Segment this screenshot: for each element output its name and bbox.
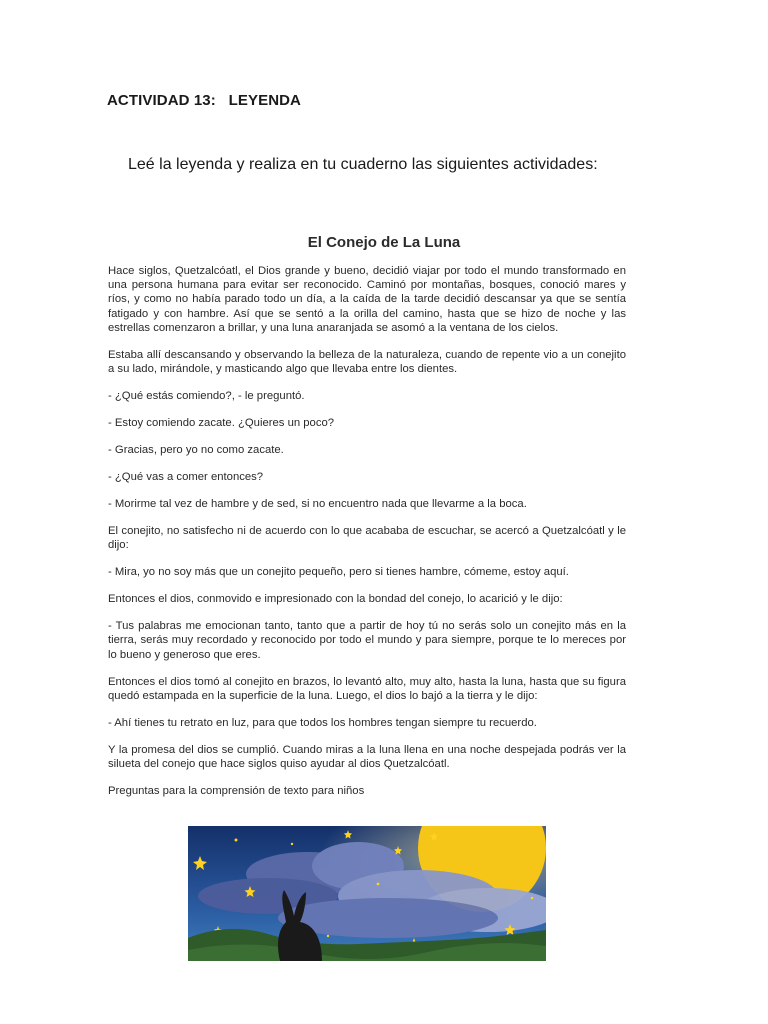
story-paragraph: Entonces el dios, conmovido e impresionado con la bondad del conejo, lo acarició y le dijo: [108,593,563,606]
dialogue-line: - ¿Qué vas a comer entonces? [108,471,264,484]
moon-rabbit-illustration [188,826,546,961]
dialogue-line: - Gracias, pero yo no como zacate. [108,444,284,457]
story-title: El Conejo de La Luna [307,234,461,251]
story-paragraph: Y la promesa del dios se cumplió. Cuando miras a la luna llena en una noche despejada podrás ver la silueta del conejo que hace siglos quiso ayudar al dios Quetzalcóatl. [108,743,626,771]
story-paragraph: Entonces el dios tomó al conejito en brazos, lo levantó alto, muy alto, hasta la luna, hasta que su figura quedó estampada en la superficie de la luna. Luego, el dios lo bajó a la tierra y le dijo: [108,675,626,702]
dialogue-line: - ¿Qué estás comiendo?, - le preguntó. [108,390,305,403]
dialogue-line: - Ahí tienes tu retrato en luz, para que todos los hombres tengan siempre tu recuerdo. [108,716,537,729]
story-body [108,264,626,798]
dialogue-line: - Estoy comiendo zacate. ¿Quieres un poco? [108,417,335,430]
dialogue-line: - Mira, yo no soy más que un conejito pequeño, pero si tienes hambre, cómeme, estoy aquí. [108,566,569,579]
questions-heading: Preguntas para la comprensión de texto para niños [108,785,365,798]
story-paragraph: Hace siglos, Quetzalcóatl, el Dios grande y bueno, decidió viajar por todo el mundo transformado en una persona humana para evitar ser reconocido. Caminó por montañas, bosques, conoció mares y ríos, y como no había parado todo un día, a la caída de la tarde decidió descansar ya que se sentía fatigado y con hambre. Así que se sentó a la orilla del camino, hasta que se hizo de noche y las estrellas comenzaron a brillar, y una luna anaranjada se asomó a la ventana de los cielos. [108,265,626,334]
story-paragraph: Estaba allí descansando y observando la belleza de la naturaleza, cuando de repente vio a un conejito a su lado, mirándole, y masticando algo que llevaba entre los dientes. [108,348,626,376]
dialogue-line: - Morirme tal vez de hambre y de sed, si no encuentro nada que llevarme a la boca. [108,498,527,511]
dialogue-line: - Tus palabras me emocionan tanto, tanto que a partir de hoy tú no serás solo un conejito más en la tierra, serás muy recordado y reconocido por todo el mundo y para siempre, porque te lo mereces por lo bueno y generoso que eres. [108,620,626,661]
activity-title: ACTIVIDAD 13: LEYENDA [107,92,301,109]
story-paragraph: El conejito, no satisfecho ni de acuerdo con lo que acababa de escuchar, se acercó a Quetzalcóatl y le dijo: [108,525,626,552]
instruction-text: Leé la leyenda y realiza en tu cuaderno las siguientes actividades: [128,156,598,173]
